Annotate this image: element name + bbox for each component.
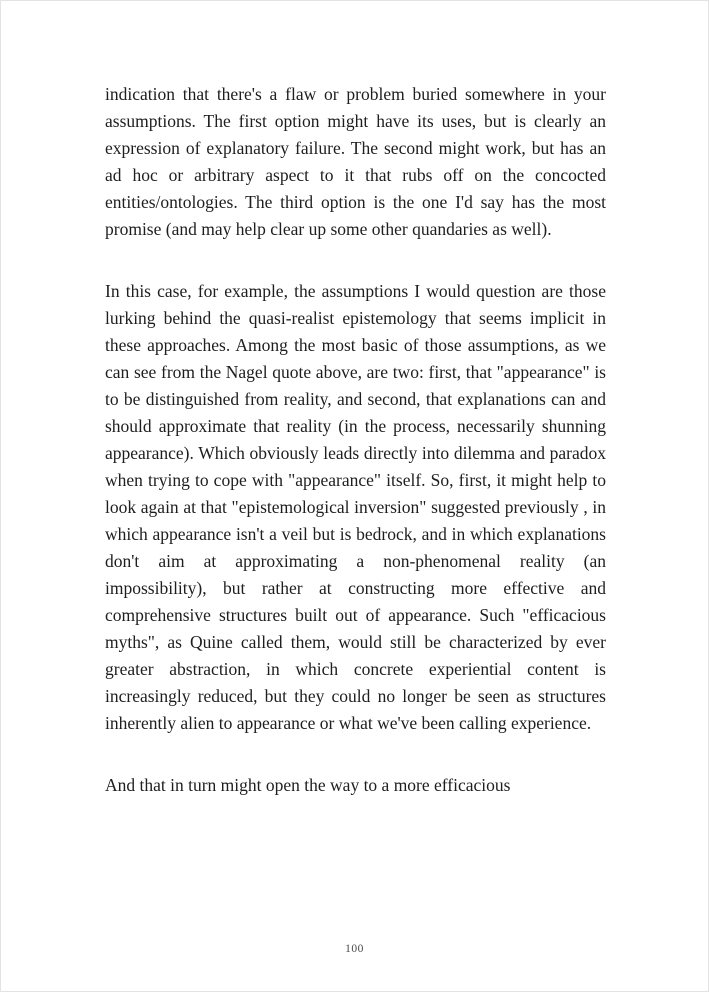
paragraph-1: indication that there's a flaw or problem buried somewhere in your assumptions. The first option might have its uses, but is clearly an expression of explanatory failure. The second might work, but has an ad hoc or arbitrary aspect to it that rubs off on the concocted entities/ontologies. The third option is the one I'd say has the most promise (and may help clear up some other quandaries as well).: [105, 84, 606, 239]
paragraph-3: And that in turn might open the way to a more efficacious: [105, 775, 511, 795]
page-body-text: [105, 81, 606, 799]
paragraph-2: In this case, for example, the assumptions I would question are those lurking behind the quasi-realist epistemology that seems implicit in these approaches. Among the most basic of those assumptions, as we can see from the Nagel quote above, are two: first, that "appearance" is to be distinguished from reality, and second, that explanations can and should approximate that reality (in the process, necessarily shunning appearance). Which obviously leads directly into dilemma and paradox when trying to cope with "appearance" itself. So, first, it might help to look again at that "epistemological inversion" suggested previously , in which appearance isn't a veil but is bedrock, and in which explanations don't aim at approximating a non-phenomenal reality (an impossibility), but rather at constructing more effective and comprehensive structures built out of appearance. Such "efficacious myths", as Quine called them, would still be characterized by ever greater abstraction, in which concrete experiential content is increasingly reduced, but they could no longer be seen as structures inherently alien to appearance or what we've been calling experience.: [105, 281, 606, 733]
page-number: 100: [345, 943, 364, 955]
